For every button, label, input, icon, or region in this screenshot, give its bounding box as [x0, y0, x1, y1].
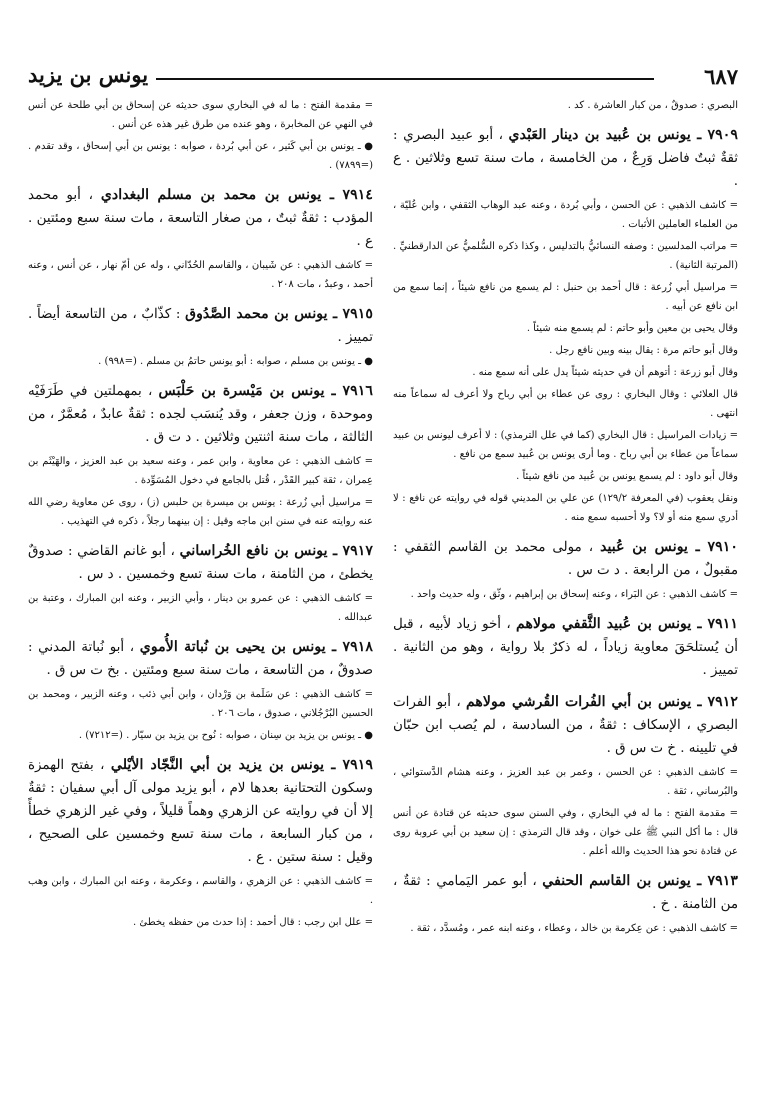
commentary-paragraph: ● ـ يونس بن مسلم ، صوابه : أبو يونس حاتمُ بن مسلم . (=٩٩٨) .	[98, 356, 373, 367]
entry-paragraph	[393, 870, 738, 916]
entry-heading: ٧٩١٩ ـ يونس بن يزيد بن أبي النَّجّاد الأيْلي	[110, 757, 373, 773]
commentary-paragraph: وقال أبو زرعة : أتوهم أن في حديثه شيئاً يدل على أنه سمع منه .	[472, 367, 738, 378]
entry-text: ، مولى محمد بن القاسم الثقفي : مقبولٌ ، من الرابعة . د ت س .	[393, 540, 738, 578]
entry-text: ، أبو غانم القاضي : صدوقٌ يخطئ ، من الثامنة ، مات سنة تسع وخمسين . د س .	[28, 544, 373, 582]
entry-text: ، بفتح الهمزة وسكون التحتانية بعدها لام ، أبو يزيد مولى آل أبي سفيان : ثقةٌ إلا أن في روايته عن الزهري وهماً قليلاً ، وفي غير الزهري خطأً ، من كبار السابعة ، مات سنة تسع وخمسين على الصحيح ، وقيل : سنة ستين . ع .	[28, 758, 373, 865]
commentary-paragraph: وقال أبو داود : لم يسمع يونس بن عُبيد من نافع شيئاً .	[516, 471, 738, 482]
entry-paragraph	[28, 380, 373, 449]
entry-heading: ٧٩١٦ ـ يونس بن مَيْسرة بن حَلْبَس	[158, 383, 373, 399]
commentary-paragraph: = علل ابن رجب : قال أحمد : إذا حدث من حفظه يخطئ .	[133, 917, 373, 928]
entry-text: ، أبو نُباتة المدني : صدوقٌ ، من التاسعة ، مات سنة سبع ومئتين . بخ ت س ق .	[28, 640, 373, 678]
commentary-paragraph: = مراتب المدلسين : وصفه النسائيُّ بالتدليس ، وكذا ذكره السُّلميُّ عن الدارقطنيِّ . (المرتبة الثانية) .	[393, 241, 738, 271]
entry-text: ، أبو محمد المؤدب : ثقةٌ ثبتٌ ، من صغار التاسعة ، مات سنة سبع ومئتين . ع .	[28, 188, 373, 249]
entry-paragraph	[393, 613, 738, 682]
entry-paragraph	[28, 636, 373, 682]
entry-heading: ٧٩١٢ ـ يونس بن أبي الفُرات القُرشي مولاهم	[465, 694, 738, 710]
commentary-paragraph: = كاشف الذهبي : عن سَلَمة بن وَرْدان ، وابن أبي ذئب ، وعنه الزبير ، ومحمد بن الحسين البُرْجُلاني ، صدوق ، مات ٢٠٦ .	[28, 689, 373, 719]
commentary-paragraph: ● ـ يونس بن يزيد بن سِنان ، صوابه : نُوح بن يزيد بن سيّار . (=٧٢١٢) .	[78, 730, 373, 741]
commentary-paragraph: ونقل يعقوب (في المعرفة ١٢٩/٢) عن علي بن المديني قوله في روايته عن نافع : لا أدري سمع منه أو لا؟ ولا أحسبه سمع منه .	[393, 493, 738, 523]
commentary-paragraph: وقال أبو حاتم مرة : يقال بينه وبين نافع رجل .	[549, 345, 738, 356]
entry-text: ، أبو عمر اليَمامي : ثقةٌ ، من الثامنة . خ .	[393, 874, 738, 912]
entry-text: ، أبو عبيد البصري : ثقةٌ ثبتٌ فاضل وَرِعٌ ، من الخامسة ، مات سنة تسع وثلاثين . ع .	[393, 128, 738, 189]
entry-paragraph	[393, 536, 738, 582]
page-number: ٦٨٧	[704, 64, 738, 89]
commentary-paragraph: = زيادات المراسيل : قال البخاري (كما في علل الترمذي) : لا أعرف ليونس بن عبيد سماعاً من عطاء بن أبي رباح . وما أرى يونس بن عُبيد سمع من نافع .	[393, 430, 738, 460]
running-title: يونس بن يزيد	[28, 62, 149, 87]
entry-paragraph	[393, 691, 738, 760]
commentary-paragraph: = مقدمة الفتح : ما له في البخاري سوى حديثه عن إسحاق بن أبي طلحة عن أنس في النهي عن المخابرة ، وهو عنده من طرق غير هذه عن أنس .	[28, 100, 373, 130]
left-column	[28, 96, 373, 1092]
entry-text: ، أبو الفرات البصري ، الإسكاف : ثقةٌ ، من السادسة ، لم يُصب ابن حبّان في تليينه . خ ت س ق .	[393, 695, 738, 756]
page-header	[28, 60, 738, 92]
entry-paragraph	[28, 303, 373, 349]
commentary-paragraph: البصري : صدوقٌ ، من كبار العاشرة . كد .	[567, 100, 738, 111]
right-column	[393, 96, 738, 1092]
commentary-paragraph: = كاشف الذهبي : عن عمرو بن دينار ، وأبي الزبير ، وعنه ابن المبارك ، وعتبة بن عبدالله .	[28, 593, 373, 623]
entry-heading: ٧٩١٤ ـ يونس بن محمد بن مسلم البغدادي	[100, 187, 373, 203]
entry-heading: ٧٩٠٩ ـ يونس بن عُبيد بن دينار العَبْدي	[508, 127, 738, 143]
commentary-paragraph: = كاشف الذهبي : عن الحسن ، وعمر بن عبد العزيز ، وعنه هشام الدَّستوائي ، والبُرساني ، ثقة .	[393, 767, 738, 797]
commentary-paragraph: = مراسيل أبي زُرعة : يونس بن ميسرة بن حلبس (ز) ، روى عن معاوية رضي الله عنه روايته عنه في سنن ابن ماجه وقيل : إن بينهما رجلاً ، ذكره في التهذيب .	[28, 497, 373, 527]
entry-heading: ٧٩١١ ـ يونس بن عُبيد الثَّقفي مولاهم	[516, 616, 738, 632]
commentary-paragraph: = كاشف الذهبي : عن الزهري ، والقاسم ، وعكرمة ، وعنه ابن المبارك ، وابن وهب .	[28, 876, 373, 906]
header-rule	[156, 78, 654, 80]
commentary-paragraph: ● ـ يونس بن أبي كَثير ، عن أبي بُردة ، صوابه : يونس بن أبي إسحاق ، وقد تقدم . (=٧٨٩٩) .	[28, 141, 373, 171]
entry-paragraph	[28, 540, 373, 586]
commentary-paragraph: = كاشف الذهبي : عن الحسن ، وأبي بُردة ، وعنه عبد الوهاب الثقفي ، وابن عُليّة ، من العلماء العاملين الأثبات .	[393, 200, 738, 230]
entry-heading: ٧٩١٥ ـ يونس بن محمد الصَّدُوق	[185, 306, 373, 322]
commentary-paragraph: قال العلائي : وقال البخاري : روى عن عطاء بن أبي رباح ولا أعرف له سماعاً منه انتهى .	[393, 389, 738, 419]
commentary-paragraph: = كاشف الذهبي : عن شَيبان ، والقاسم الحُدّاني ، وله عن أمّ نهار ، عن أنس ، وعنه أحمد ، وعبدٌ ، مات ٢٠٨ .	[28, 260, 373, 290]
entry-heading: ٧٩١٧ ـ يونس بن نافع الخُراساني	[179, 543, 373, 559]
entry-text: ، بمهملتين في طَرَفَيْه وموحدة ، وزن جعفر ، وقد يُنسَب لجده : ثقةٌ عابدٌ ، مُعمَّرٌ ، من الثالثة ، مات سنة اثنتين وثلاثين . د ت ق .	[28, 384, 373, 445]
commentary-paragraph: = كاشف الذهبي : عن عِكرمة بن خالد ، وعطاء ، وعنه ابنه عمر ، ومُسدَّد ، ثقة .	[410, 923, 738, 934]
commentary-paragraph: = كاشف الذهبي : عن معاوية ، وابن عمر ، وعنه سعيد بن عبد العزيز ، والهَيْثَم بن عِمران ، ثقة كبير القَدْر ، قُتل بالجامع في دخول المُسَوِّدة .	[28, 456, 373, 486]
entry-paragraph	[393, 124, 738, 193]
commentary-paragraph: وقال يحيى بن معين وأبو حاتم : لم يسمع منه شيئاً .	[526, 323, 738, 334]
entry-paragraph	[28, 184, 373, 253]
entry-heading: ٧٩١٠ ـ يونس بن عُبيد	[600, 539, 738, 555]
entry-heading: ٧٩١٨ ـ يونس بن يحيى بن نُباتة الأُموي	[139, 639, 373, 655]
commentary-paragraph: = مقدمة الفتح : ما له في البخاري ، وفي السنن سوى حديثه عن قتادة عن أنس قال : ما أكل النبي ﷺ على خوان ، وقد قال الترمذي : إن سعيد بن أبي عروبة روى عن قتادة نحو هذا الحديث والله أعلم .	[393, 808, 738, 857]
entry-text: : كذّابٌ ، من التاسعة أيضاً . تمييز .	[28, 307, 373, 345]
commentary-paragraph: = مراسيل أبي زُرعة : قال أحمد بن حنبل : لم يسمع من نافع شيئاً ، إنما سمع من ابن نافع عن أبيه .	[393, 282, 738, 312]
commentary-paragraph: = كاشف الذهبي : عن البَراء ، وعنه إسحاق بن إبراهيم ، وثّق ، وله حديث واحد .	[410, 589, 738, 600]
entry-paragraph	[28, 754, 373, 869]
entry-heading: ٧٩١٣ ـ يونس بن القاسم الحنفي	[542, 873, 738, 889]
entry-text: ، أخو زياد لأبيه ، قبل أن يُستلحَقَ معاوية زياداً ، له ذكرٌ بلا رواية ، وهو من الثانية . تمييز .	[393, 617, 738, 678]
